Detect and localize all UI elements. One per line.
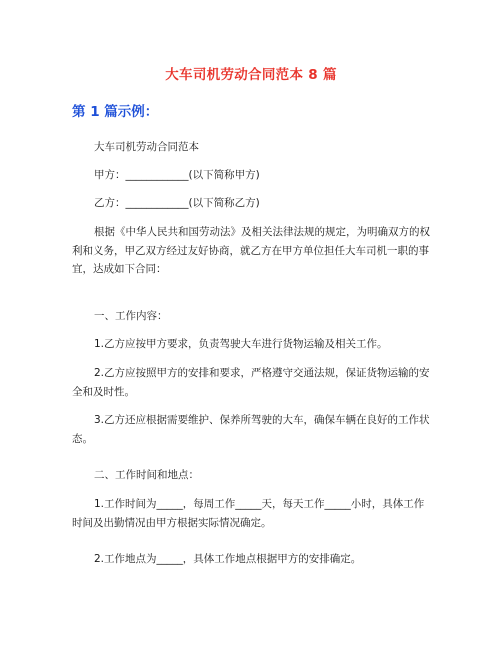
party-b-line: 乙方：____________(以下简称乙方) — [94, 197, 260, 209]
clause-item: 3.乙方还应根据需要维护、保养所驾驶的大车，确保车辆在良好的工作状态。 — [72, 414, 430, 445]
party-a-line: 甲方：____________(以下简称甲方) — [94, 169, 260, 181]
clause-item: 2.工作地点为_____，具体工作地点根据甲方的安排确定。 — [94, 553, 362, 565]
document-title: 大车司机劳动合同范本 8 篇 — [165, 67, 337, 83]
clause-item: 1.工作时间为_____，每周工作_____天，每天工作_____小时，具体工作时间及出勤情况由甲方根据实际情况确定。 — [72, 498, 425, 529]
clause-heading-work-time: 二、工作时间和地点： — [94, 469, 199, 481]
clause-item: 2.乙方应按照甲方的安排和要求，严格遵守交通法规，保证货物运输的安全和及时性。 — [72, 367, 430, 398]
section-heading: 第 1 篇示例： — [72, 104, 159, 120]
preamble-paragraph: 根据《中华人民共和国劳动法》及相关法律法规的规定，为明确双方的权利和义务，甲乙双方经过友好协商，就乙方在甲方单位担任大车司机一职的事宜，达成如下合同： — [72, 226, 430, 275]
clause-item: 1.乙方应按甲方要求，负责驾驶大车进行货物运输及相关工作。 — [94, 338, 388, 350]
contract-title-line: 大车司机劳动合同范本 — [94, 141, 199, 153]
clause-heading-work-content: 一、工作内容： — [94, 310, 168, 322]
